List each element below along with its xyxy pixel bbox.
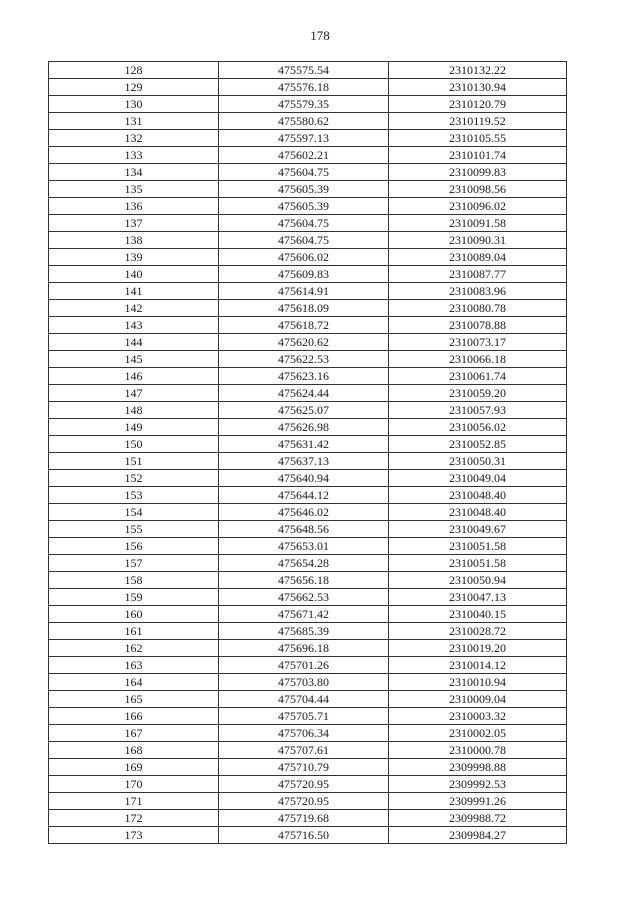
y-coordinate-cell: 2310003.32: [389, 708, 567, 725]
y-coordinate-cell: 2310052.85: [389, 436, 567, 453]
y-coordinate-cell: 2310090.31: [389, 232, 567, 249]
x-coordinate-cell: 475701.26: [219, 657, 389, 674]
x-coordinate-cell: 475631.42: [219, 436, 389, 453]
y-coordinate-cell: 2310059.20: [389, 385, 567, 402]
y-coordinate-cell: 2310049.67: [389, 521, 567, 538]
y-coordinate-cell: 2310048.40: [389, 504, 567, 521]
x-coordinate-cell: 475622.53: [219, 351, 389, 368]
point-number-cell: 144: [49, 334, 219, 351]
point-number-cell: 140: [49, 266, 219, 283]
y-coordinate-cell: 2310087.77: [389, 266, 567, 283]
point-number-cell: 171: [49, 793, 219, 810]
x-coordinate-cell: 475623.16: [219, 368, 389, 385]
table-row: [49, 504, 567, 521]
y-coordinate-cell: 2310051.58: [389, 538, 567, 555]
y-coordinate-cell: 2310040.15: [389, 606, 567, 623]
x-coordinate-cell: 475685.39: [219, 623, 389, 640]
table-row: [49, 317, 567, 334]
point-number-cell: 161: [49, 623, 219, 640]
table-row: [49, 793, 567, 810]
point-number-cell: 158: [49, 572, 219, 589]
x-coordinate-cell: 475576.18: [219, 79, 389, 96]
x-coordinate-cell: 475625.07: [219, 402, 389, 419]
point-number-cell: 133: [49, 147, 219, 164]
x-coordinate-cell: 475618.72: [219, 317, 389, 334]
table-row: [49, 453, 567, 470]
x-coordinate-cell: 475614.91: [219, 283, 389, 300]
point-number-cell: 170: [49, 776, 219, 793]
table-row: [49, 759, 567, 776]
x-coordinate-cell: 475640.94: [219, 470, 389, 487]
table-row: [49, 266, 567, 283]
coordinates-table: [48, 61, 567, 844]
y-coordinate-cell: 2310096.02: [389, 198, 567, 215]
point-number-cell: 172: [49, 810, 219, 827]
y-coordinate-cell: 2310066.18: [389, 351, 567, 368]
table-row: [49, 334, 567, 351]
y-coordinate-cell: 2310002.05: [389, 725, 567, 742]
table-row: [49, 538, 567, 555]
x-coordinate-cell: 475579.35: [219, 96, 389, 113]
x-coordinate-cell: 475707.61: [219, 742, 389, 759]
y-coordinate-cell: 2310050.31: [389, 453, 567, 470]
table-row: [49, 827, 567, 844]
y-coordinate-cell: 2309988.72: [389, 810, 567, 827]
x-coordinate-cell: 475580.62: [219, 113, 389, 130]
table-row: [49, 708, 567, 725]
y-coordinate-cell: 2310078.88: [389, 317, 567, 334]
y-coordinate-cell: 2310050.94: [389, 572, 567, 589]
y-coordinate-cell: 2310019.20: [389, 640, 567, 657]
x-coordinate-cell: 475620.62: [219, 334, 389, 351]
table-row: [49, 351, 567, 368]
table-row: [49, 62, 567, 79]
x-coordinate-cell: 475703.80: [219, 674, 389, 691]
table-row: [49, 283, 567, 300]
x-coordinate-cell: 475609.83: [219, 266, 389, 283]
y-coordinate-cell: 2310047.13: [389, 589, 567, 606]
y-coordinate-cell: 2310083.96: [389, 283, 567, 300]
y-coordinate-cell: 2309992.53: [389, 776, 567, 793]
x-coordinate-cell: 475602.21: [219, 147, 389, 164]
x-coordinate-cell: 475604.75: [219, 232, 389, 249]
point-number-cell: 139: [49, 249, 219, 266]
point-number-cell: 146: [49, 368, 219, 385]
x-coordinate-cell: 475646.02: [219, 504, 389, 521]
table-row: [49, 572, 567, 589]
table-row: [49, 300, 567, 317]
table-row: [49, 232, 567, 249]
x-coordinate-cell: 475705.71: [219, 708, 389, 725]
y-coordinate-cell: 2309998.88: [389, 759, 567, 776]
x-coordinate-cell: 475604.75: [219, 215, 389, 232]
point-number-cell: 148: [49, 402, 219, 419]
table-row: [49, 181, 567, 198]
table-row: [49, 810, 567, 827]
point-number-cell: 152: [49, 470, 219, 487]
table-row: [49, 130, 567, 147]
point-number-cell: 137: [49, 215, 219, 232]
x-coordinate-cell: 475637.13: [219, 453, 389, 470]
y-coordinate-cell: 2310048.40: [389, 487, 567, 504]
x-coordinate-cell: 475719.68: [219, 810, 389, 827]
table-row: [49, 674, 567, 691]
point-number-cell: 129: [49, 79, 219, 96]
point-number-cell: 131: [49, 113, 219, 130]
table-row: [49, 402, 567, 419]
table-row: [49, 113, 567, 130]
point-number-cell: 150: [49, 436, 219, 453]
x-coordinate-cell: 475624.44: [219, 385, 389, 402]
table-row: [49, 79, 567, 96]
x-coordinate-cell: 475618.09: [219, 300, 389, 317]
table-row: [49, 640, 567, 657]
y-coordinate-cell: 2310130.94: [389, 79, 567, 96]
y-coordinate-cell: 2310061.74: [389, 368, 567, 385]
table-row: [49, 470, 567, 487]
table-body: [49, 62, 567, 844]
y-coordinate-cell: 2310080.78: [389, 300, 567, 317]
point-number-cell: 130: [49, 96, 219, 113]
x-coordinate-cell: 475710.79: [219, 759, 389, 776]
y-coordinate-cell: 2310099.83: [389, 164, 567, 181]
x-coordinate-cell: 475653.01: [219, 538, 389, 555]
table-row: [49, 249, 567, 266]
x-coordinate-cell: 475575.54: [219, 62, 389, 79]
table-row: [49, 742, 567, 759]
table-row: [49, 385, 567, 402]
x-coordinate-cell: 475706.34: [219, 725, 389, 742]
point-number-cell: 156: [49, 538, 219, 555]
point-number-cell: 166: [49, 708, 219, 725]
x-coordinate-cell: 475605.39: [219, 198, 389, 215]
x-coordinate-cell: 475605.39: [219, 181, 389, 198]
y-coordinate-cell: 2310119.52: [389, 113, 567, 130]
y-coordinate-cell: 2310057.93: [389, 402, 567, 419]
point-number-cell: 151: [49, 453, 219, 470]
table-row: [49, 776, 567, 793]
table-row: [49, 589, 567, 606]
table-row: [49, 198, 567, 215]
point-number-cell: 155: [49, 521, 219, 538]
y-coordinate-cell: 2309984.27: [389, 827, 567, 844]
point-number-cell: 159: [49, 589, 219, 606]
y-coordinate-cell: 2310120.79: [389, 96, 567, 113]
point-number-cell: 136: [49, 198, 219, 215]
table-row: [49, 436, 567, 453]
x-coordinate-cell: 475626.98: [219, 419, 389, 436]
x-coordinate-cell: 475662.53: [219, 589, 389, 606]
x-coordinate-cell: 475696.18: [219, 640, 389, 657]
table-row: [49, 96, 567, 113]
y-coordinate-cell: 2310073.17: [389, 334, 567, 351]
x-coordinate-cell: 475671.42: [219, 606, 389, 623]
y-coordinate-cell: 2310010.94: [389, 674, 567, 691]
x-coordinate-cell: 475704.44: [219, 691, 389, 708]
point-number-cell: 157: [49, 555, 219, 572]
table-row: [49, 147, 567, 164]
table-row: [49, 691, 567, 708]
table-row: [49, 623, 567, 640]
x-coordinate-cell: 475606.02: [219, 249, 389, 266]
x-coordinate-cell: 475597.13: [219, 130, 389, 147]
y-coordinate-cell: 2310101.74: [389, 147, 567, 164]
point-number-cell: 132: [49, 130, 219, 147]
table-row: [49, 368, 567, 385]
point-number-cell: 142: [49, 300, 219, 317]
point-number-cell: 173: [49, 827, 219, 844]
y-coordinate-cell: 2310014.12: [389, 657, 567, 674]
point-number-cell: 162: [49, 640, 219, 657]
table-row: [49, 725, 567, 742]
x-coordinate-cell: 475654.28: [219, 555, 389, 572]
point-number-cell: 167: [49, 725, 219, 742]
table-row: [49, 555, 567, 572]
y-coordinate-cell: 2310028.72: [389, 623, 567, 640]
point-number-cell: 168: [49, 742, 219, 759]
x-coordinate-cell: 475716.50: [219, 827, 389, 844]
point-number-cell: 165: [49, 691, 219, 708]
x-coordinate-cell: 475720.95: [219, 793, 389, 810]
x-coordinate-cell: 475644.12: [219, 487, 389, 504]
point-number-cell: 163: [49, 657, 219, 674]
point-number-cell: 134: [49, 164, 219, 181]
table-row: [49, 419, 567, 436]
y-coordinate-cell: 2310091.58: [389, 215, 567, 232]
point-number-cell: 143: [49, 317, 219, 334]
point-number-cell: 128: [49, 62, 219, 79]
point-number-cell: 153: [49, 487, 219, 504]
table-row: [49, 606, 567, 623]
y-coordinate-cell: 2310009.04: [389, 691, 567, 708]
table-row: [49, 657, 567, 674]
point-number-cell: 141: [49, 283, 219, 300]
x-coordinate-cell: 475656.18: [219, 572, 389, 589]
y-coordinate-cell: 2309991.26: [389, 793, 567, 810]
point-number-cell: 160: [49, 606, 219, 623]
y-coordinate-cell: 2310105.55: [389, 130, 567, 147]
point-number-cell: 154: [49, 504, 219, 521]
table-row: [49, 521, 567, 538]
y-coordinate-cell: 2310056.02: [389, 419, 567, 436]
point-number-cell: 149: [49, 419, 219, 436]
y-coordinate-cell: 2310049.04: [389, 470, 567, 487]
x-coordinate-cell: 475648.56: [219, 521, 389, 538]
x-coordinate-cell: 475720.95: [219, 776, 389, 793]
point-number-cell: 138: [49, 232, 219, 249]
point-number-cell: 169: [49, 759, 219, 776]
y-coordinate-cell: 2310132.22: [389, 62, 567, 79]
page-number: 178: [310, 28, 330, 43]
table-row: [49, 164, 567, 181]
y-coordinate-cell: 2310098.56: [389, 181, 567, 198]
point-number-cell: 145: [49, 351, 219, 368]
table-row: [49, 487, 567, 504]
x-coordinate-cell: 475604.75: [219, 164, 389, 181]
point-number-cell: 164: [49, 674, 219, 691]
table-row: [49, 215, 567, 232]
point-number-cell: 135: [49, 181, 219, 198]
y-coordinate-cell: 2310000.78: [389, 742, 567, 759]
point-number-cell: 147: [49, 385, 219, 402]
y-coordinate-cell: 2310051.58: [389, 555, 567, 572]
y-coordinate-cell: 2310089.04: [389, 249, 567, 266]
